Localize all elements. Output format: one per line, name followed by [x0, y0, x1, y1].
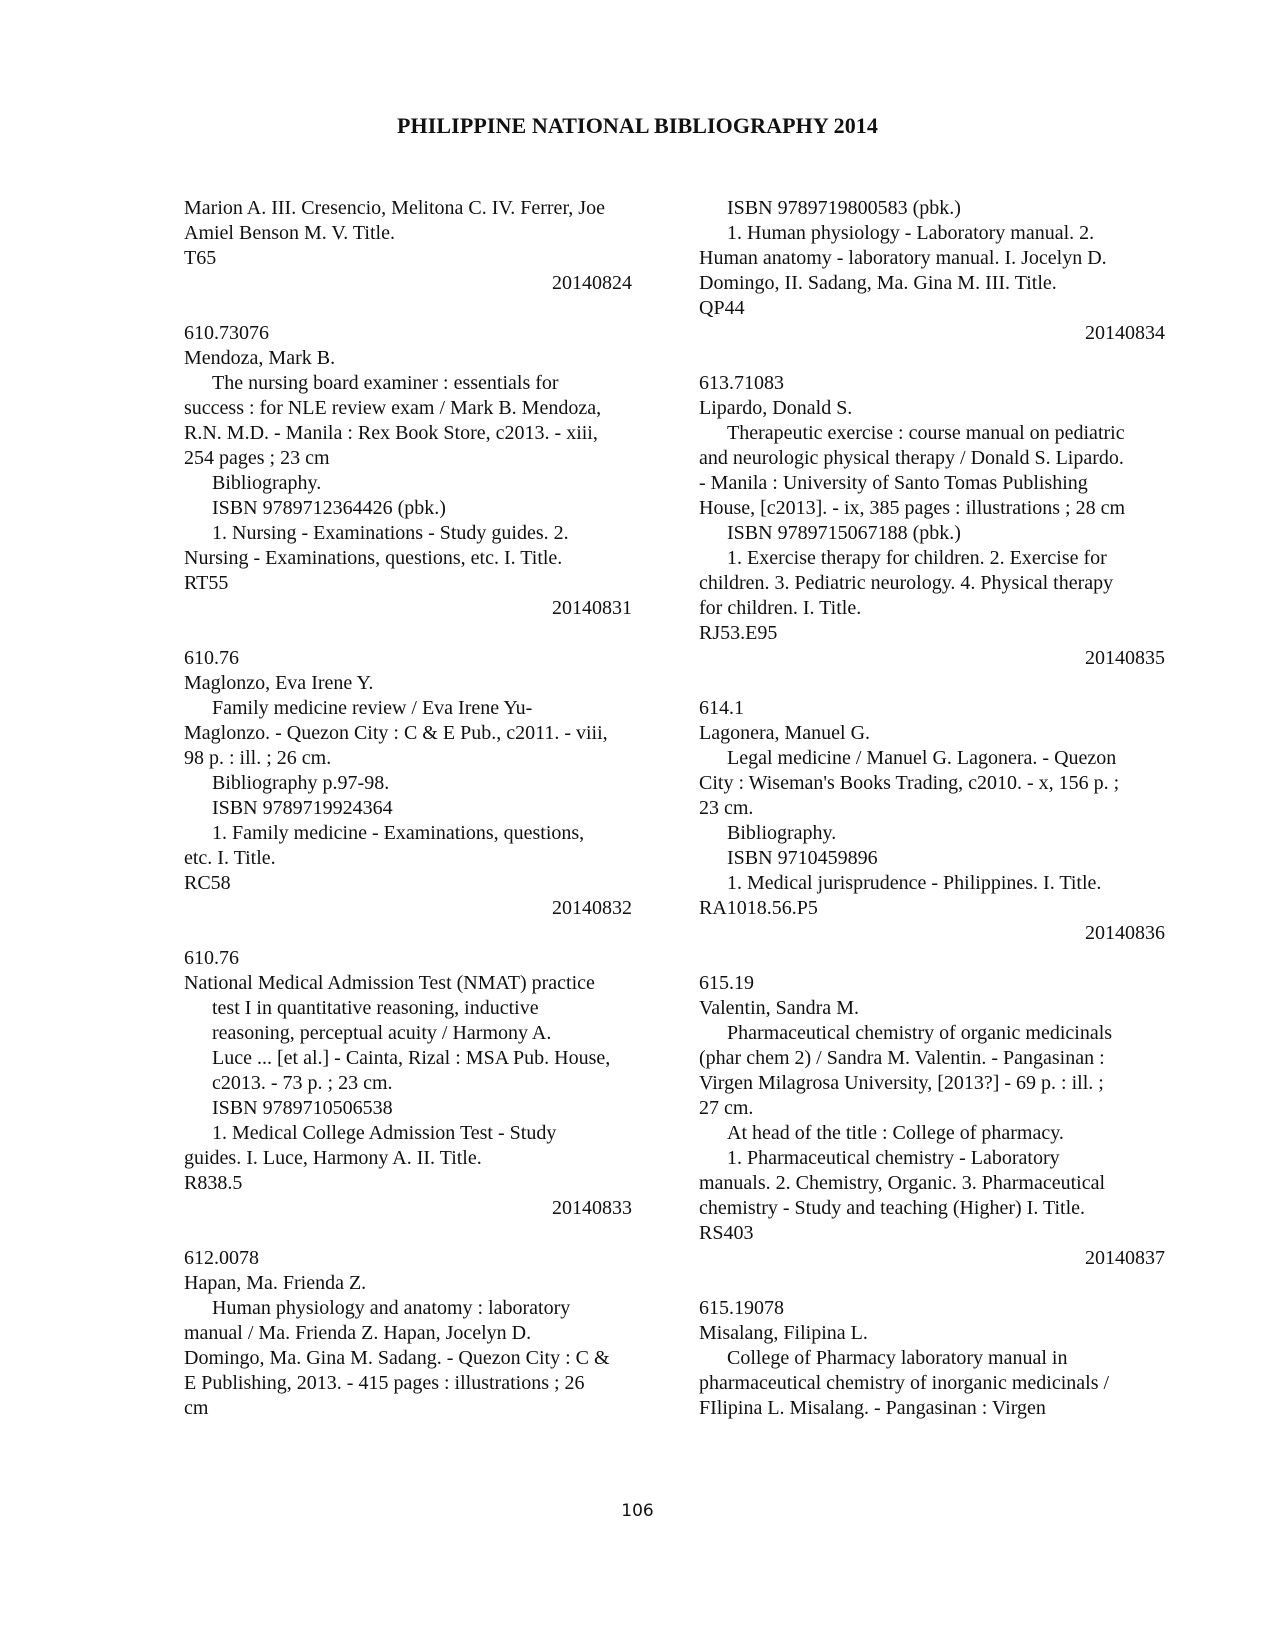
entry-line: Valentin, Sandra M. — [699, 997, 859, 1019]
entry-line: Bibliography. — [727, 822, 837, 844]
entry-line: ISBN 9710459896 — [727, 847, 878, 869]
entry-line: Lipardo, Donald S. — [699, 397, 853, 419]
entry-spacer — [699, 671, 1179, 696]
entry-line: 610.73076 — [184, 322, 269, 344]
entry-line: At head of the title : College of pharmacy. — [727, 1122, 1064, 1144]
entry-line: manuals. 2. Chemistry, Organic. 3. Pharmaceutical — [699, 1172, 1106, 1194]
entry-line: House, [c2013]. - ix, 385 pages : illustrations ; 28 cm — [699, 497, 1126, 519]
entry-record-date: 20140833 — [552, 1197, 632, 1219]
entry-line: (phar chem 2) / Sandra M. Valentin. - Pangasinan : — [699, 1047, 1105, 1069]
entry-line: Domingo, II. Sadang, Ma. Gina M. III. Title. — [699, 272, 1057, 294]
entry-line: 1. Pharmaceutical chemistry - Laboratory — [727, 1147, 1060, 1169]
entry-line: ISBN 9789719924364 — [212, 797, 393, 819]
entry-line: 612.0078 — [184, 1247, 259, 1269]
page-title: PHILIPPINE NATIONAL BIBLIOGRAPHY 2014 — [396, 113, 879, 138]
entry-line: 610.76 — [184, 647, 239, 669]
entry-line: RA1018.56.P5 — [699, 897, 818, 919]
entry-line: City : Wiseman's Books Trading, c2010. - x, 156 p. ; — [699, 772, 1120, 794]
entry-line: Virgen Milagrosa University, [2013?] - 69 p. : ill. ; — [699, 1072, 1104, 1094]
entry-spacer — [699, 946, 1179, 971]
entry-line: test I in quantitative reasoning, inductive — [212, 997, 539, 1019]
entry-line: Hapan, Ma. Frienda Z. — [184, 1272, 367, 1294]
entry-line: 1. Medical jurisprudence - Philippines. I. Title. — [727, 872, 1102, 894]
entry-line: Marion A. III. Cresencio, Melitona C. IV. Ferrer, Joe — [184, 197, 605, 219]
entry-line: children. 3. Pediatric neurology. 4. Physical therapy — [699, 572, 1114, 594]
entry-spacer — [699, 346, 1179, 371]
entry-line: Family medicine review / Eva Irene Yu- — [212, 697, 533, 719]
entry-line: Misalang, Filipina L. — [699, 1322, 868, 1344]
entry-line: guides. I. Luce, Harmony A. II. Title. — [184, 1147, 482, 1169]
entry-line: Human physiology and anatomy : laboratory — [212, 1297, 571, 1319]
entry-line: ISBN 9789715067188 (pbk.) — [727, 522, 961, 544]
entry-spacer — [184, 1221, 646, 1246]
entry-line: Nursing - Examinations, questions, etc. I. Title. — [184, 547, 563, 569]
entry-line: RC58 — [184, 872, 231, 894]
entry-line: RJ53.E95 — [699, 622, 778, 644]
entry-line: Bibliography. — [212, 472, 322, 494]
entry-line: RS403 — [699, 1222, 754, 1244]
entry-line: Bibliography p.97-98. — [212, 772, 390, 794]
entry-line: 98 p. : ill. ; 26 cm. — [184, 747, 332, 769]
entry-line: 254 pages ; 23 cm — [184, 447, 330, 469]
entry-line: R.N. M.D. - Manila : Rex Book Store, c2013. - xiii, — [184, 422, 598, 444]
entry-line: 613.71083 — [699, 372, 784, 394]
entry-line: National Medical Admission Test (NMAT) practice — [184, 972, 595, 994]
entry-line: 614.1 — [699, 697, 744, 719]
entry-line: 1. Exercise therapy for children. 2. Exercise for — [727, 547, 1107, 569]
entry-line: 1. Nursing - Examinations - Study guides. 2. — [212, 522, 569, 544]
entry-line: chemistry - Study and teaching (Higher) I. Title. — [699, 1197, 1086, 1219]
entry-line: Maglonzo. - Quezon City : C & E Pub., c2011. - viii, — [184, 722, 608, 744]
entry-line: Lagonera, Manuel G. — [699, 722, 871, 744]
entry-line: 615.19 — [699, 972, 754, 994]
entry-line: College of Pharmacy laboratory manual in — [727, 1347, 1068, 1369]
entry-line: cm — [184, 1397, 209, 1419]
entry-line: T65 — [184, 247, 217, 269]
entry-line: c2013. - 73 p. ; 23 cm. — [212, 1072, 393, 1094]
entry-line: R838.5 — [184, 1172, 243, 1194]
entry-line: Amiel Benson M. V. Title. — [184, 222, 395, 244]
entry-line: Therapeutic exercise : course manual on pediatric — [727, 422, 1125, 444]
entry-line: E Publishing, 2013. - 415 pages : illustrations ; 26 — [184, 1372, 585, 1394]
entry-line: - Manila : University of Santo Tomas Publishing — [699, 472, 1088, 494]
entry-line: 1. Family medicine - Examinations, questions, — [212, 822, 585, 844]
right-column — [699, 196, 1179, 1421]
entry-line: Luce ... [et al.] - Cainta, Rizal : MSA Pub. House, — [212, 1047, 611, 1069]
entry-line: Mendoza, Mark B. — [184, 347, 336, 369]
entry-line: Human anatomy - laboratory manual. I. Jocelyn D. — [699, 247, 1107, 269]
page-number: 106 — [621, 1501, 654, 1521]
entry-spacer — [184, 621, 646, 646]
entry-line: pharmaceutical chemistry of inorganic medicinals / — [699, 1372, 1110, 1394]
entry-line: manual / Ma. Frienda Z. Hapan, Jocelyn D. — [184, 1322, 532, 1344]
entry-line: for children. I. Title. — [699, 597, 862, 619]
entry-record-date: 20140824 — [552, 272, 632, 294]
entry-spacer — [184, 296, 646, 321]
entry-line: FIlipina L. Misalang. - Pangasinan : Virgen — [699, 1397, 1046, 1419]
entry-record-date: 20140832 — [552, 897, 632, 919]
entry-line: Maglonzo, Eva Irene Y. — [184, 672, 374, 694]
entry-line: The nursing board examiner : essentials for — [212, 372, 559, 394]
entry-line: 615.19078 — [699, 1297, 784, 1319]
entry-record-date: 20140835 — [1085, 647, 1165, 669]
entry-line: etc. I. Title. — [184, 847, 276, 869]
entry-line: RT55 — [184, 572, 229, 594]
entry-line: 1. Medical College Admission Test - Study — [212, 1122, 557, 1144]
entry-record-date: 20140837 — [1085, 1247, 1165, 1269]
entry-line: reasoning, perceptual acuity / Harmony A. — [212, 1022, 552, 1044]
entry-line: ISBN 9789712364426 (pbk.) — [212, 497, 446, 519]
entry-line: Domingo, Ma. Gina M. Sadang. - Quezon City : C & — [184, 1347, 610, 1369]
entry-line: 27 cm. — [699, 1097, 754, 1119]
entry-line: 23 cm. — [699, 797, 754, 819]
entry-line: Pharmaceutical chemistry of organic medicinals — [727, 1022, 1113, 1044]
entry-line: Legal medicine / Manuel G. Lagonera. - Quezon — [727, 747, 1117, 769]
entry-spacer — [184, 921, 646, 946]
entry-record-date: 20140836 — [1085, 922, 1165, 944]
left-column — [184, 196, 646, 1421]
entry-line: ISBN 9789710506538 — [212, 1097, 393, 1119]
entry-line: 610.76 — [184, 947, 239, 969]
entry-line: QP44 — [699, 297, 745, 319]
entry-line: and neurologic physical therapy / Donald S. Lipardo. — [699, 447, 1124, 469]
entry-line: 1. Human physiology - Laboratory manual. 2. — [727, 222, 1095, 244]
entry-line: ISBN 9789719800583 (pbk.) — [727, 197, 961, 219]
entry-record-date: 20140831 — [552, 597, 632, 619]
entry-record-date: 20140834 — [1085, 322, 1165, 344]
entry-line: success : for NLE review exam / Mark B. Mendoza, — [184, 397, 602, 419]
entry-spacer — [699, 1271, 1179, 1296]
